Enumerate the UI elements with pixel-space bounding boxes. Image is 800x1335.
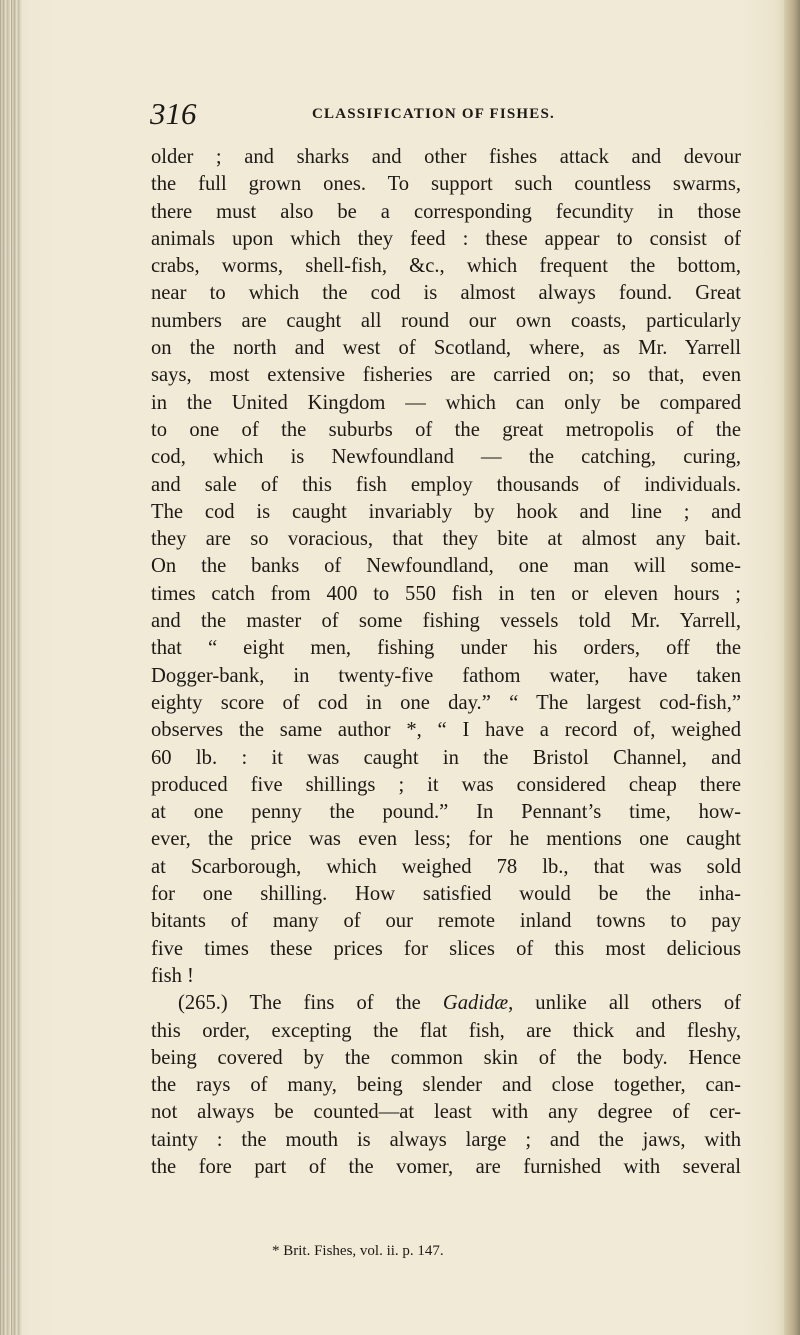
text-line: this order, excepting the flat fish, are thick and fleshy, bbox=[151, 1019, 741, 1042]
paragraph-start-line bbox=[151, 990, 741, 1017]
text-line: ever, the price was even less; for he mentions one caught bbox=[151, 828, 741, 851]
text-line: in the United Kingdom — which can only be compared bbox=[151, 391, 741, 414]
body-text bbox=[151, 144, 741, 1181]
text-line: crabs, worms, shell-fish, &c., which frequent the bottom, bbox=[151, 255, 741, 278]
text-line: numbers are caught all round our own coasts, particularly bbox=[151, 309, 741, 332]
text-line: Dogger-bank, in twenty-five fathom water, have taken bbox=[151, 664, 741, 687]
text-line: near to which the cod is almost always found. Great bbox=[151, 282, 741, 305]
text-line: and the master of some fishing vessels told Mr. Yarrell, bbox=[151, 610, 741, 633]
text-line: On the banks of Newfoundland, one man will some- bbox=[151, 555, 741, 578]
text-line: and sale of this fish employ thousands of individuals. bbox=[151, 473, 741, 496]
text-line: the full grown ones. To support such countless swarms, bbox=[151, 173, 741, 196]
text-line: bitants of many of our remote inland towns to pay bbox=[151, 910, 741, 933]
text-line: The cod is caught invariably by hook and line ; and bbox=[151, 500, 741, 523]
text-line: that “ eight men, fishing under his orders, off the bbox=[151, 637, 741, 660]
genus-name: Gadidæ bbox=[442, 992, 509, 1015]
page-number: 316 bbox=[150, 96, 197, 131]
text-line: there must also be a corresponding fecundity in those bbox=[151, 200, 741, 223]
text-line: being covered by the common skin of the body. Hence bbox=[151, 1046, 741, 1069]
text-line: tainty : the mouth is always large ; and the jaws, with bbox=[151, 1128, 741, 1151]
text-line: to one of the suburbs of the great metropolis of the bbox=[151, 418, 741, 441]
text-line: on the north and west of Scotland, where, as Mr. Yarrell bbox=[151, 337, 741, 360]
text-line: at Scarborough, which weighed 78 lb., that was sold bbox=[151, 855, 741, 878]
text-line: they are so voracious, that they bite at almost any bait. bbox=[151, 528, 741, 551]
running-head: CLASSIFICATION OF FISHES. bbox=[312, 106, 555, 122]
text-line: not always be counted—at least with any degree of cer- bbox=[151, 1101, 741, 1124]
page-edge bbox=[784, 0, 800, 1335]
footnote: * Brit. Fishes, vol. ii. p. 147. bbox=[272, 1243, 444, 1259]
text-line: cod, which is Newfoundland — the catching, curing, bbox=[151, 446, 741, 469]
text-line: for one shilling. How satisfied would be the inha- bbox=[151, 883, 741, 906]
text-line: the rays of many, being slender and close together, can- bbox=[151, 1074, 741, 1097]
text-line: eighty score of cod in one day.” “ The largest cod-fish,” bbox=[151, 691, 741, 714]
text-line: fish ! bbox=[151, 964, 194, 987]
text-line: produced five shillings ; it was considered cheap there bbox=[151, 773, 741, 796]
text-line: five times these prices for slices of this most delicious bbox=[151, 937, 741, 960]
binding-gutter bbox=[0, 0, 22, 1335]
paragraph-number: (265.) bbox=[178, 992, 228, 1015]
text-line: at one penny the pound.” In Pennant’s time, how- bbox=[151, 801, 741, 824]
text-line: 60 lb. : it was caught in the Bristol Channel, and bbox=[151, 746, 741, 769]
text-line: older ; and sharks and other fishes attack and devour bbox=[151, 146, 741, 168]
text-line: times catch from 400 to 550 fish in ten or eleven hours ; bbox=[151, 582, 741, 605]
page-header bbox=[150, 96, 735, 136]
text-fragment: The fins of the Gadidæ, unlike all others of bbox=[227, 992, 741, 1015]
text-line: the fore part of the vomer, are furnished with several bbox=[151, 1155, 741, 1178]
text-line: says, most extensive fisheries are carried on; so that, even bbox=[151, 364, 741, 387]
text-line: observes the same author *, “ I have a record of, weighed bbox=[151, 719, 741, 742]
text-line: animals upon which they feed : these appear to consist of bbox=[151, 227, 741, 250]
